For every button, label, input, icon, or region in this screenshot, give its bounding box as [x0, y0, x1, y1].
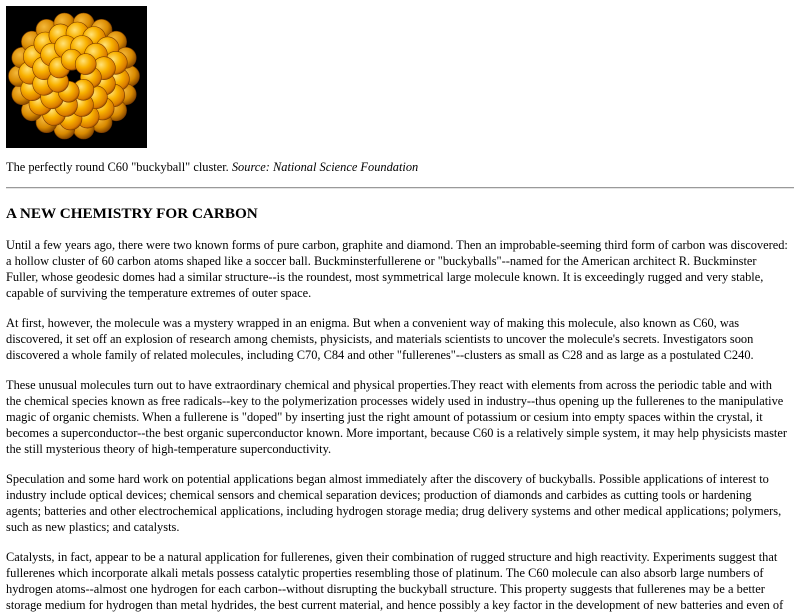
paragraph-1: Until a few years ago, there were two known forms of pure carbon, graphite and diamond. Then an improbable-seeming third form of carbon was discovered: a hollow cluster of 60 carbon atoms shaped like a soccer ball. Buckminsterfullerene or "buckyballs"--named for the American architect R. Buckminster Fuller, whose geodesic domes had a similar structure--is the roundest, most symmetrical large molecule known. It is exceedingly rugged and very stable, capable of surviving the temperature extremes of outer space.: [6, 238, 788, 300]
caption-text: The perfectly round C60 "buckyball" cluster.: [6, 160, 232, 174]
buckyball-illustration: [6, 6, 147, 148]
caption-source: Source: National Science Foundation: [231, 160, 419, 174]
carbon-atom-sphere: [75, 54, 96, 75]
paragraph-4: Speculation and some hard work on potential applications began almost immediately after the discovery of buckyballs. Possible applications of interest to industry include optical devices; chemical sensors and chemical separation devices; production of diamonds and carbides as cutting tools or hardening agents; batteries and other electrochemical applications, including hydrogen storage media; drug delivery systems and other medical applications; polymers, such as new plastics; and catalysts.: [6, 472, 782, 534]
image-caption: [6, 159, 794, 175]
buckyball-image: [6, 6, 147, 148]
paragraph-3: These unusual molecules turn out to have extraordinary chemical and physical properties.They react with elements from across the periodic table and with the chemical species known as free radicals--key to the polymerization processes widely used in industry--thus opening up the fullerenes to the manipulative magic of organic chemists. When a fullerene is "doped" by inserting just the right amount of potassium or cesium into empty spaces within the crystal, it becomes a superconductor--the best organic superconductor known. More important, because C60 is a relatively simple system, it may help physicists master the still mysterious theory of high-temperature superconductivity.: [6, 378, 787, 456]
paragraph-5: Catalysts, in fact, appear to be a natural application for fullerenes, given their combination of rugged structure and high reactivity. Experiments suggest that fullerenes which incorporate alkali metals possess catalytic properties resembling those of platinum. The C60 molecule can also absorb large numbers of hydrogen atoms--almost one hydrogen for each carbon--without disrupting the buckyball structure. This property suggests that fullerenes may be a better storage medium for hydrogen than metal hydrides, the best current material, and hence possibly a key factor in the development of new batteries and even of: [6, 550, 784, 612]
divider: [6, 187, 794, 189]
paragraph-2: At first, however, the molecule was a mystery wrapped in an enigma. But when a convenient way of making this molecule, also known as C60, was discovered, it set off an explosion of research among chemists, physicists, and materials scientists to uncover the molecule's secrets. Investigators soon discovered a whole family of related molecules, including C70, C84 and other "fullerenes"--clusters as small as C28 and as large as a postulated C240.: [6, 316, 754, 362]
article-title: A NEW CHEMISTRY FOR CARBON: [6, 205, 258, 222]
